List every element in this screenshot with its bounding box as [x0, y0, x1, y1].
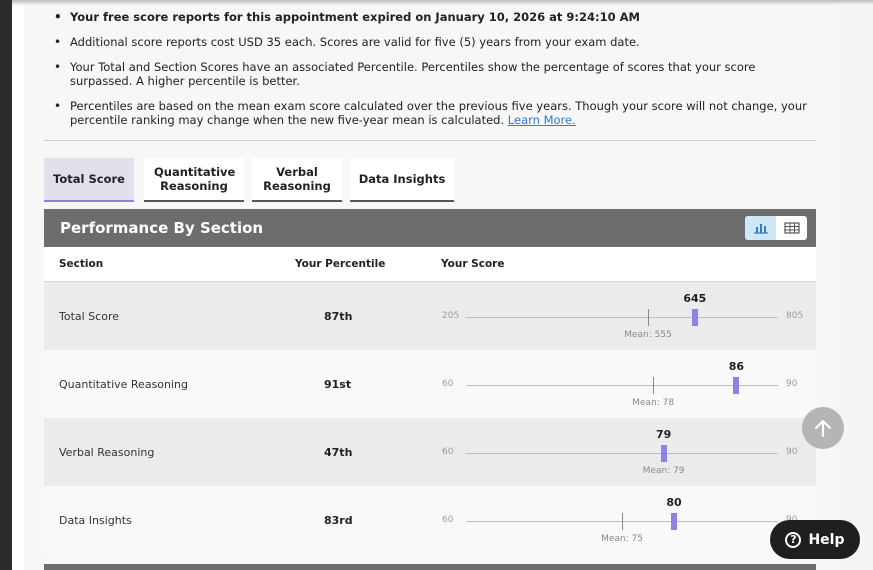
section-name: Quantitative Reasoning [59, 378, 189, 391]
scale-min: 60 [442, 515, 454, 525]
scale-min: 205 [442, 311, 460, 321]
mean-marker [653, 377, 654, 394]
scale-min: 60 [442, 379, 454, 389]
mean-label: Mean: 75 [601, 534, 643, 544]
arrow-up-icon [812, 417, 834, 439]
mean-marker [648, 309, 649, 326]
section-divider [44, 140, 816, 141]
mean-label: Mean: 78 [632, 398, 675, 408]
table-column-headers [44, 247, 816, 283]
col-header-score: Your Score [441, 258, 505, 270]
scale-max: 90 [786, 379, 798, 389]
score-value: 80 [666, 496, 682, 509]
col-header-section: Section [59, 258, 104, 270]
view-toggle [745, 216, 807, 240]
chart-view-icon [753, 222, 769, 234]
score-value: 86 [728, 360, 745, 373]
scale-max: 805 [786, 311, 804, 321]
table-view-icon [784, 222, 800, 234]
section-name: Data Insights [59, 514, 132, 527]
chart-view-button[interactable] [745, 216, 776, 240]
panel-title: Performance By Section [60, 219, 264, 237]
score-track [466, 385, 778, 386]
score-report-content [24, 6, 836, 570]
percentile-value: 47th [324, 446, 353, 459]
percentile-value: 87th [324, 310, 353, 323]
help-button[interactable] [770, 520, 860, 559]
help-label: Help [808, 531, 845, 548]
learn-more-link[interactable]: Learn More. [507, 113, 576, 127]
notice-item-cost: • Additional score reports cost USD 35 each. Scores are valid for five (5) years from your exam date. [54, 35, 814, 49]
notice-item-percentile: • Your Total and Section Scores have an associated Percentile. Percentiles show the percentage of scores that your score surpassed. A higher percentile is better. [54, 60, 814, 88]
right-gutter [836, 6, 873, 570]
tab-total-score[interactable]: Total Score [44, 158, 134, 202]
score-row-verbal [44, 418, 816, 486]
mean-marker [622, 513, 623, 530]
left-edge-strip [0, 0, 12, 570]
score-value: 79 [655, 428, 672, 441]
scale-min: 60 [442, 447, 454, 457]
scale-max: 90 [786, 447, 798, 457]
performance-panel-header [44, 209, 816, 247]
score-row-total [44, 282, 816, 350]
score-value: 645 [683, 292, 707, 305]
score-marker [692, 309, 698, 326]
percentile-value: 83rd [324, 514, 353, 527]
score-track [466, 453, 778, 454]
section-name: Total Score [59, 310, 119, 323]
score-marker [661, 445, 667, 462]
table-view-button[interactable] [776, 216, 807, 240]
percentile-value: 91st [324, 378, 352, 391]
section-name: Verbal Reasoning [59, 446, 155, 459]
scroll-to-top-button[interactable] [802, 407, 844, 449]
notice-item-expired: • Your free score reports for this appointment expired on January 10, 2026 at 9:24:10 AM [54, 10, 814, 24]
tab-quantitative-reasoning[interactable]: Quantitative Reasoning [144, 158, 244, 202]
tab-data-insights[interactable]: Data Insights [350, 158, 454, 202]
notice-item-mean: • Percentiles are based on the mean exam score calculated over the previous five years. Though your score will not change, your percentile ranking may change when the new five-year mean is calculated. Learn More. [54, 99, 814, 127]
col-header-percentile: Your Percentile [295, 258, 386, 270]
score-track [466, 317, 778, 318]
question-icon: ? [785, 532, 801, 548]
score-marker [671, 513, 677, 530]
score-marker [733, 377, 739, 394]
score-row-data-insights [44, 486, 816, 554]
mean-label: Mean: 79 [642, 466, 685, 476]
tab-verbal-reasoning[interactable]: Verbal Reasoning [252, 158, 342, 202]
mean-label: Mean: 555 [624, 330, 672, 340]
score-row-quantitative [44, 350, 816, 418]
next-panel-header-edge [44, 564, 816, 570]
notice-list [54, 10, 814, 138]
